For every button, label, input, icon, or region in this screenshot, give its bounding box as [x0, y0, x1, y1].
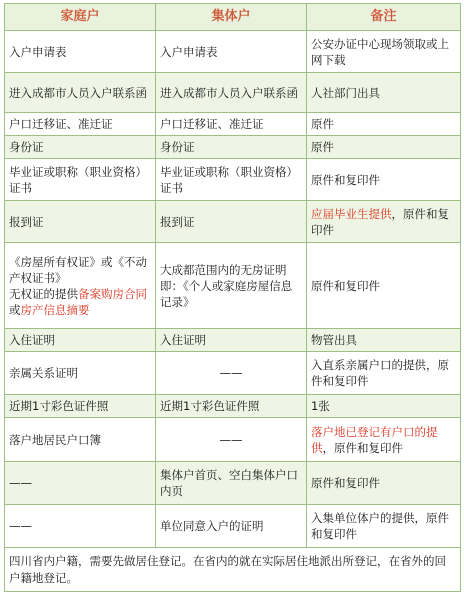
cell-remark — [307, 418, 461, 462]
cell-collective: —— — [156, 418, 307, 462]
cell-family: 进入成都市人员入户联系函 — [5, 73, 156, 113]
cell-collective: 入户申请表 — [156, 31, 307, 73]
cell-collective: —— — [156, 352, 307, 395]
table-row — [5, 243, 461, 329]
cell-collective: 近期1寸彩色证件照 — [156, 395, 307, 418]
table-row — [5, 136, 461, 159]
remark-text: ，原件和复印件 — [322, 440, 403, 455]
table-row — [5, 352, 461, 395]
footer-note-row — [5, 548, 461, 592]
table-row — [5, 505, 461, 548]
footer-note: 四川省内户籍，需要先做居住登记。在省内的就在实际居住地派出所登记，在省外的回户籍地登记。 — [5, 548, 461, 592]
header-remark: 备注 — [307, 4, 461, 31]
cell-family: 近期1寸彩色证件照 — [5, 395, 156, 418]
cell-family: 身份证 — [5, 136, 156, 159]
table-row — [5, 113, 461, 136]
cell-remark: 1张 — [307, 395, 461, 418]
cell-collective: 单位同意入户的证明 — [156, 505, 307, 548]
cell-remark: 原件 — [307, 136, 461, 159]
cell-collective: 大成都范围内的无房证明即：《个人或家庭房屋信息记录》 — [156, 243, 307, 329]
table-row — [5, 462, 461, 505]
family-text-line2: 无权证的提供 — [9, 286, 78, 301]
table-row — [5, 73, 461, 113]
remark-highlight: 落户地已登记有户口的提供 — [311, 424, 438, 455]
cell-family: 报到证 — [5, 201, 156, 243]
cell-collective: 毕业证或职称（职业资格）证书 — [156, 159, 307, 201]
table-row — [5, 159, 461, 201]
table-row — [5, 395, 461, 418]
cell-family: 亲属关系证明 — [5, 352, 156, 395]
family-highlight-2: 房产信息摘要 — [20, 302, 90, 317]
cell-family — [5, 243, 156, 329]
cell-family: 入住证明 — [5, 329, 156, 352]
cell-remark: 原件 — [307, 113, 461, 136]
header-family: 家庭户 — [5, 4, 156, 31]
family-highlight-1: 备案购房合同 — [78, 286, 147, 301]
cell-remark: 入直系亲属户口的提供，原件和复印件 — [307, 352, 461, 395]
cell-family: 户口迁移证、准迁证 — [5, 113, 156, 136]
cell-remark: 入集单位体户的提供，原件和复印件 — [307, 505, 461, 548]
cell-remark — [307, 201, 461, 243]
table-row — [5, 201, 461, 243]
cell-family: 入户申请表 — [5, 31, 156, 73]
family-connector: 或 — [9, 302, 21, 317]
table-row — [5, 329, 461, 352]
cell-collective: 入住证明 — [156, 329, 307, 352]
remark-highlight: 应届毕业生提供 — [311, 206, 392, 221]
cell-remark: 物管出具 — [307, 329, 461, 352]
family-text: 《房屋所有权证》或《不动产权证书》 — [9, 254, 147, 285]
table-row — [5, 418, 461, 462]
cell-family: —— — [5, 505, 156, 548]
cell-remark: 原件和复印件 — [307, 159, 461, 201]
cell-collective: 集体户首页、空白集体户口内页 — [156, 462, 307, 505]
cell-collective: 报到证 — [156, 201, 307, 243]
header-collective: 集体户 — [156, 4, 307, 31]
cell-collective: 身份证 — [156, 136, 307, 159]
cell-family: 落户地居民户口簿 — [5, 418, 156, 462]
cell-collective: 户口迁移证、准迁证 — [156, 113, 307, 136]
remark-text: ，原件和复印件 — [311, 206, 449, 237]
cell-collective: 进入成都市人员入户联系函 — [156, 73, 307, 113]
cell-remark: 原件和复印件 — [307, 243, 461, 329]
table-row — [5, 31, 461, 73]
cell-family: —— — [5, 462, 156, 505]
table-header-row — [5, 4, 461, 31]
cell-remark: 公安办证中心现场领取或上网下载 — [307, 31, 461, 73]
cell-family: 毕业证或职称（职业资格）证书 — [5, 159, 156, 201]
cell-remark: 原件和复印件 — [307, 462, 461, 505]
requirements-table — [4, 3, 461, 592]
cell-remark: 人社部门出具 — [307, 73, 461, 113]
